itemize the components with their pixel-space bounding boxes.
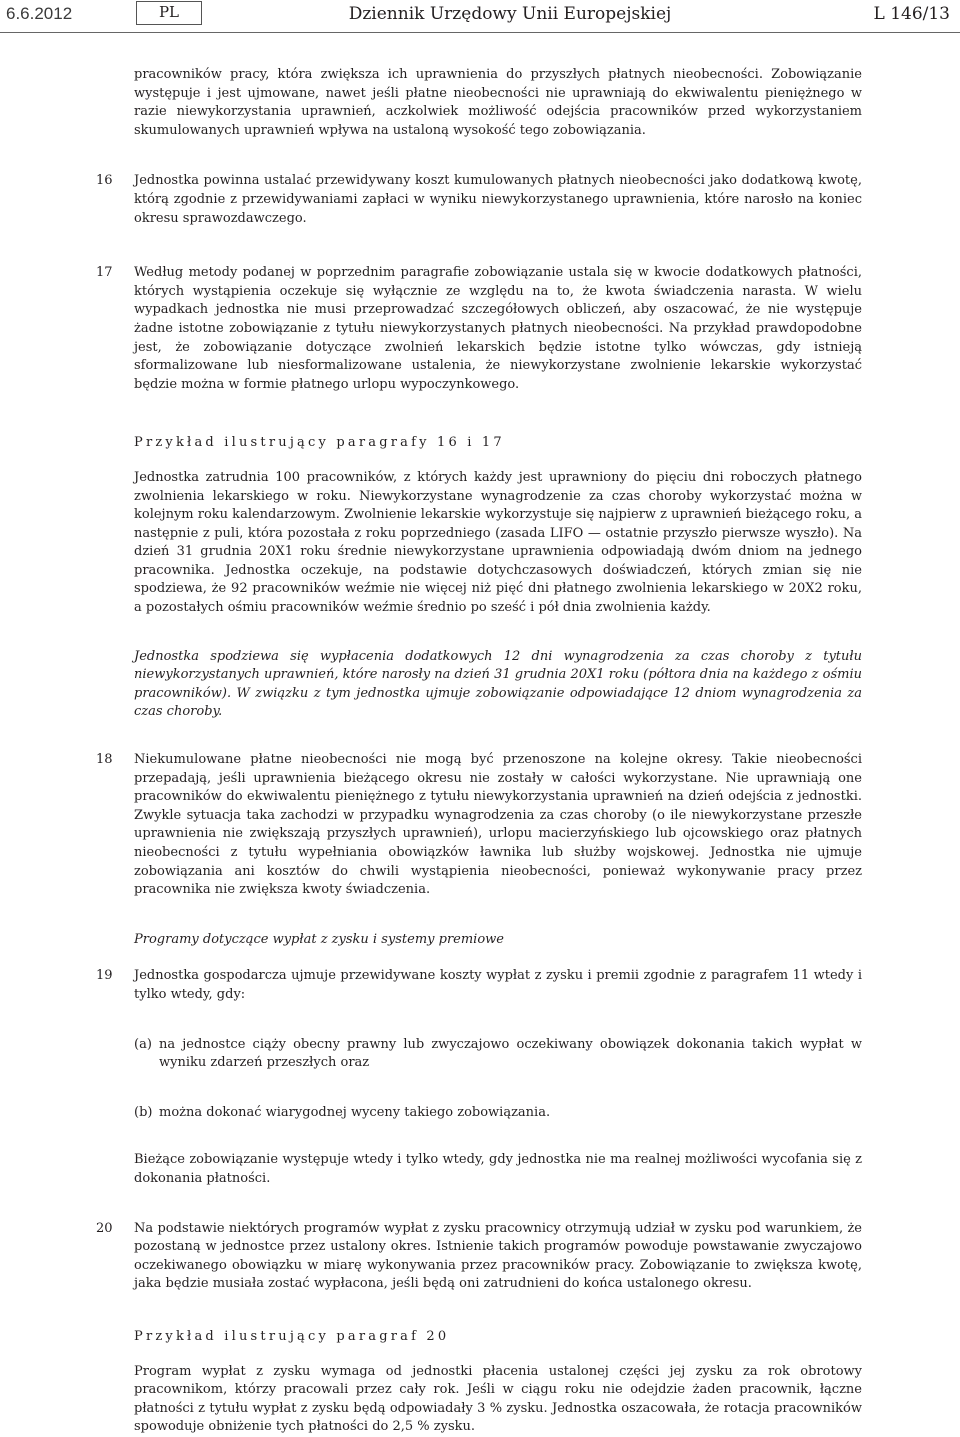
- paragraph-19: [96, 967, 862, 1004]
- paragraph-text: Jednostka gospodarcza ujmuje przewidywane koszty wypłat z zysku i premii zgodnie z paragrafem 11 wtedy i tylko wtedy, gdy:: [134, 968, 862, 1002]
- section-subheading: Programy dotyczące wypłat z zysku i systemy premiowe: [134, 931, 504, 947]
- paragraph-18: [96, 751, 862, 900]
- paragraph-text: Niekumulowane płatne nieobecności nie mogą być przenoszone na kolejne okresy. Takie nieobecności przepadają, jeśli uprawnienia bieżącego okresu nie zostały w całości wykorzystane. Nie uprawniają one pracowników do ekwiwalentu pieniężnego z tytułu niewykorzystania uprawnień na dzień odejścia z jednostki. Zwykle sytuacja taka zachodzi w przypadku wynagrodzenia za czas choroby (o ile niewykorzystane przeszłe uprawnienia nie zwiększają przyszłych uprawnień), urlopu macierzyńskiego lub ojcowskiego oraz płatnych nieobecności z tytułu wypełniania obowiązków ławnika lub służby wojskowej. Jednostka nie ujmuje zobowiązania ani kosztów do chwili wystąpienia nieobecności, ponieważ wykonywanie pracy przez pracownika nie zwiększa kwoty świadczenia.: [134, 752, 862, 898]
- paragraph-17: [96, 264, 862, 394]
- list-text: na jednostce ciąży obecny prawny lub zwyczajowo oczekiwany obowiązek dokonania takich wypłat w wyniku zdarzeń przeszłych oraz: [159, 1036, 862, 1071]
- list-label: (b): [134, 1104, 153, 1120]
- paragraph-number: 16: [96, 173, 113, 189]
- list-text: można dokonać wiarygodnej wyceny takiego zobowiązania.: [159, 1104, 551, 1120]
- paragraph-16: [96, 172, 862, 228]
- example-text: Program wypłat z zysku wymaga od jednostki płacenia ustalonej części jej zysku za rok obrotowy pracownikom, którzy pracowali przez cały rok. Jeśli w ciągu roku nie odejdzie żaden pracownik, łączne płatności z tytułu wypłat z zysku będą odpowiadały 3 % zysku. Jednostka oszacowała, że rotacja pracowników spowoduje obniżenie tych płatności do 2,5 % zysku.: [134, 1363, 862, 1435]
- page-number: L 146/13: [873, 4, 950, 24]
- header-rule: [0, 32, 960, 33]
- paragraph-20: [96, 1220, 862, 1294]
- paragraph-number: 18: [96, 752, 113, 768]
- paragraph-text: Na podstawie niektórych programów wypłat z zysku pracownicy otrzymują udział w zysku pod warunkiem, że pozostaną w jednostce przez ustalony okres. Istnienie takich programów powoduje powstawanie zwyczajowo oczekiwanego obowiązku w miarę wykonywania przez pracowników pracy. Zobowiązanie to zwiększa kwotę, jaka będzie musiała zostać wypłacona, jeśli będą oni zatrudnieni do końca ustalonego okresu.: [134, 1220, 862, 1292]
- paragraph-number: 19: [96, 968, 113, 984]
- paragraph-number: 20: [96, 1220, 113, 1236]
- document-body: [96, 66, 863, 1437]
- paragraph-19-continuation: Bieżące zobowiązanie występuje wtedy i tylko wtedy, gdy jednostka nie ma realnej możliwości wycofania się z dokonania płatności.: [134, 1152, 862, 1186]
- example-text: Jednostka zatrudnia 100 pracowników, z których każdy jest uprawniony do pięciu dni roboczych płatnego zwolnienia lekarskiego w roku. Niewykorzystane wynagrodzenie za czas choroby wykorzystać można w kolejnym roku kalendarzowym. Zwolnienie lekarskie wykorzystuje się najpierw z uprawnień bieżącego roku, a następnie z puli, która pozostała z roku poprzedniego (zasada LIFO — ostatnie przyszło pierwsze wyszło). Na dzień 31 grudnia 20X1 roku średnie niewykorzystane uprawnienia odpowiadają dwóm dniom na jednego pracownika. Jednostka oczekuje, na podstawie dotychczasowych doświadczeń, których zmian się nie spodziewa, że 92 pracowników weźmie nie więcej niż pięć dni płatnego zwolnienia lekarskiego w 20X2 roku, a pozostałych ośmiu pracowników weźmie średnio po sześć i pół dnia zwolnienia każdy.: [134, 469, 863, 616]
- paragraph-text: Według metody podanej w poprzednim paragrafie zobowiązanie ustala się w kwocie dodatkowych płatności, których wystąpienia oczekuje się wyłącznie ze względu na to, że kwota świadczenia narasta. W wielu wypadkach jednostka nie musi przeprowadzać szczegółowych obliczeń, aby oszacować, że nie występuje żadne istotne zobowiązanie z tytułu niewykorzystanych płatnych nieobecności. Na przykład prawdopodobne jest, że zobowiązanie dotyczące zwolnień lekarskich będzie istotne tylko wówczas, gdy istnieją sformalizowane lub niesformalizowane ustalenia, że niewykorzystane zwolnienie lekarskie wykorzystać będzie można w formie płatnego urlopu wypoczynkowego.: [134, 265, 862, 392]
- intro-paragraph: pracowników pracy, która zwiększa ich uprawnienia do przyszłych płatnych nieobecności. Zobowiązanie występuje i jest ujmowane, nawet jeśli płatne nieobecności nie uprawniają do ekwiwalentu pieniężnego w razie niewykorzystania uprawnień, aczkolwiek możliwość odejścia pracowników przed wykorzystaniem skumulowanych uprawnień wpływa na ustaloną wysokość tego zobowiązania.: [134, 67, 862, 138]
- publication-date: 6.6.2012: [6, 4, 73, 23]
- list-label: (a): [134, 1036, 152, 1052]
- example-heading: Przykład ilustrujący paragrafy 16 i 17: [134, 435, 505, 451]
- page-header: [0, 0, 960, 38]
- paragraph-text: Jednostka powinna ustalać przewidywany koszt kumulowanych płatnych nieobecności jako dodatkową kwotę, którą zgodnie z przewidywaniami zapłaci w wyniku niewykorzystanego uprawnienia, które narosło na koniec okresu sprawozdawczego.: [134, 173, 862, 226]
- list-item-b: [134, 1104, 862, 1123]
- language-badge: PL: [136, 1, 202, 25]
- example-conclusion: Jednostka spodziewa się wypłacenia dodatkowych 12 dni wynagrodzenia za czas choroby z tytułu niewykorzystanych uprawnień, które narosły na dzień 31 grudnia 20X1 roku (półtora dnia na każdego z ośmiu pracowników). W związku z tym jednostka ujmuje zobowiązanie odpowiadające 12 dniom wynagrodzenia za czas choroby.: [134, 648, 862, 720]
- list-item-a: [134, 1036, 862, 1073]
- example-heading: Przykład ilustrujący paragraf 20: [134, 1328, 450, 1344]
- paragraph-number: 17: [96, 265, 113, 281]
- journal-title: Dziennik Urzędowy Unii Europejskiej: [348, 4, 672, 24]
